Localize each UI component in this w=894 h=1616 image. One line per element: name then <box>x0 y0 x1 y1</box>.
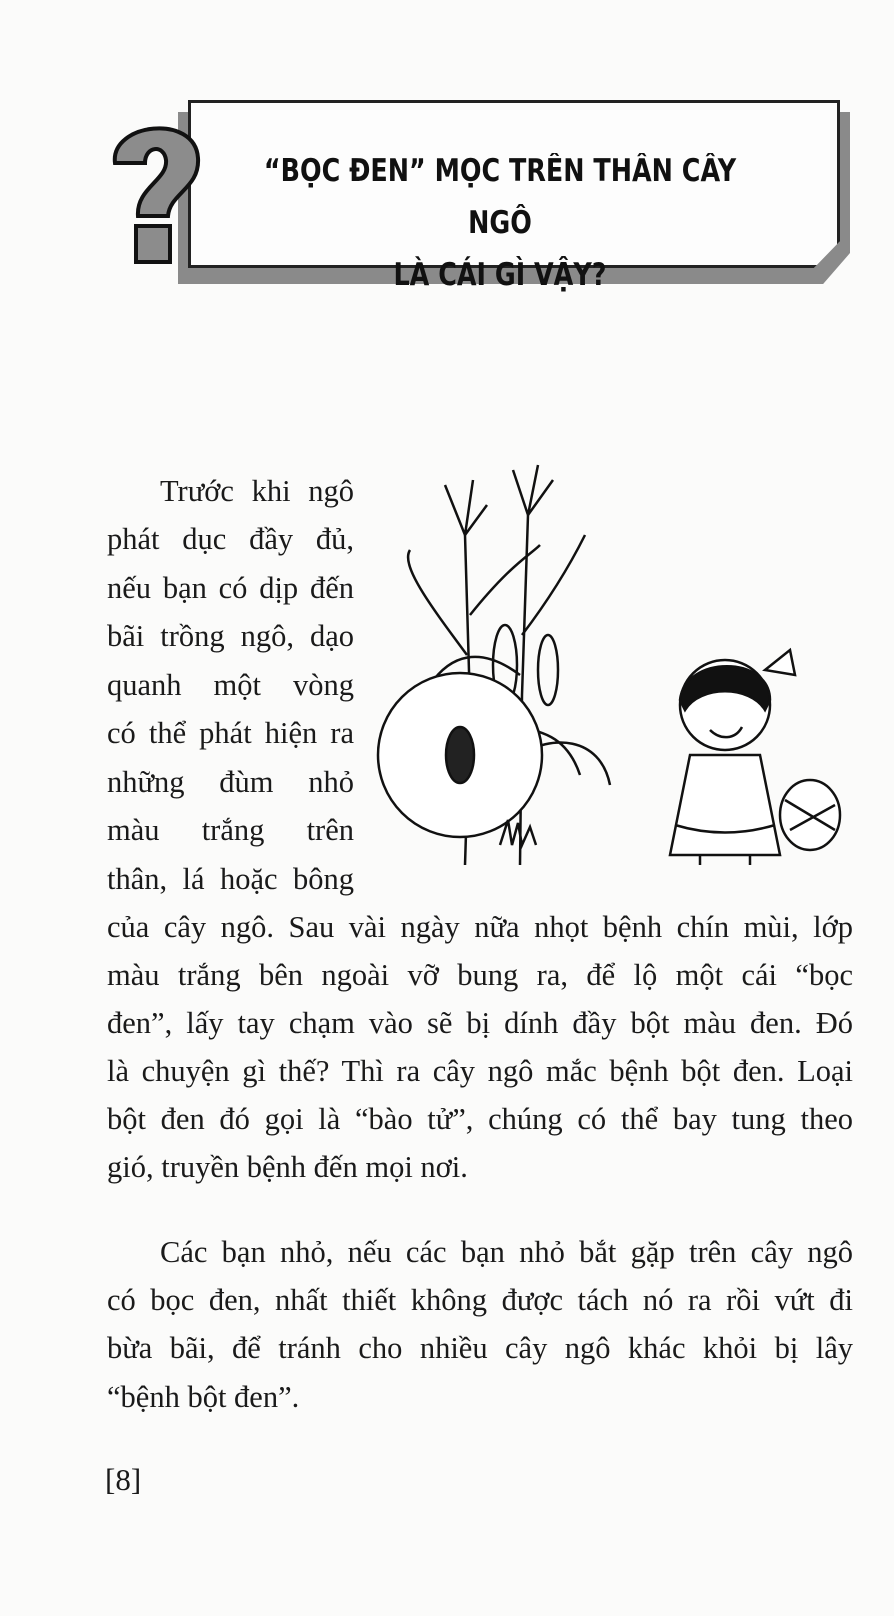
diseased-stalk-closeup-icon <box>378 673 542 845</box>
text-line: của cây ngô. Sau vài ngày nữa nhọt bệnh chín mùi, lớp <box>107 910 853 944</box>
text-line: Các bạn nhỏ, nếu các bạn nhỏ bắt gặp trên cây ngô <box>160 1235 853 1269</box>
text-line: bãi trồng ngô, dạo <box>107 619 354 653</box>
girl-with-basket-icon <box>670 650 840 865</box>
page-number: [8] <box>105 1462 142 1497</box>
text-line: thân, lá hoặc bông <box>107 862 354 896</box>
question-mark-icon <box>100 108 210 268</box>
text-line: gió, truyền bệnh đến mọi nơi. <box>107 1150 468 1184</box>
title-line-2: LÀ CÁI GÌ VẬY? <box>393 257 607 293</box>
text-line: nếu bạn có dịp đến <box>107 571 354 605</box>
text-line: quanh một vòng <box>107 668 354 702</box>
title-line-1: “BỌC ĐEN” MỌC TRÊN THÂN CÂY NGÔ <box>263 153 737 241</box>
text-line: bột đen đó gọi là “bào tử”, chúng có thể bay tung theo <box>107 1102 853 1136</box>
text-line: là chuyện gì thế? Thì ra cây ngô mắc bệnh bột đen. Loại <box>107 1054 853 1088</box>
corn-and-girl-illustration <box>370 455 850 865</box>
text-line: đen”, lấy tay chạm vào sẽ bị dính đầy bột màu đen. Đó <box>107 1006 853 1040</box>
text-line: phát dục đầy đủ, <box>107 522 354 556</box>
text-line: Trước khi ngô <box>160 474 354 508</box>
text-line: “bệnh bột đen”. <box>107 1380 300 1414</box>
text-line: bừa bãi, để tránh cho nhiều cây ngô khác khỏi bị lây <box>107 1331 853 1365</box>
page-title <box>254 145 746 301</box>
text-line: màu trắng trên <box>107 813 354 847</box>
text-line: có thể phát hiện ra <box>107 716 354 750</box>
text-line: có bọc đen, nhất thiết không được tách nó ra rồi vứt đi <box>107 1283 853 1317</box>
text-line: những đùm nhỏ <box>107 765 354 799</box>
text-line: màu trắng bên ngoài vỡ bung ra, để lộ một cái “bọc <box>107 958 853 992</box>
